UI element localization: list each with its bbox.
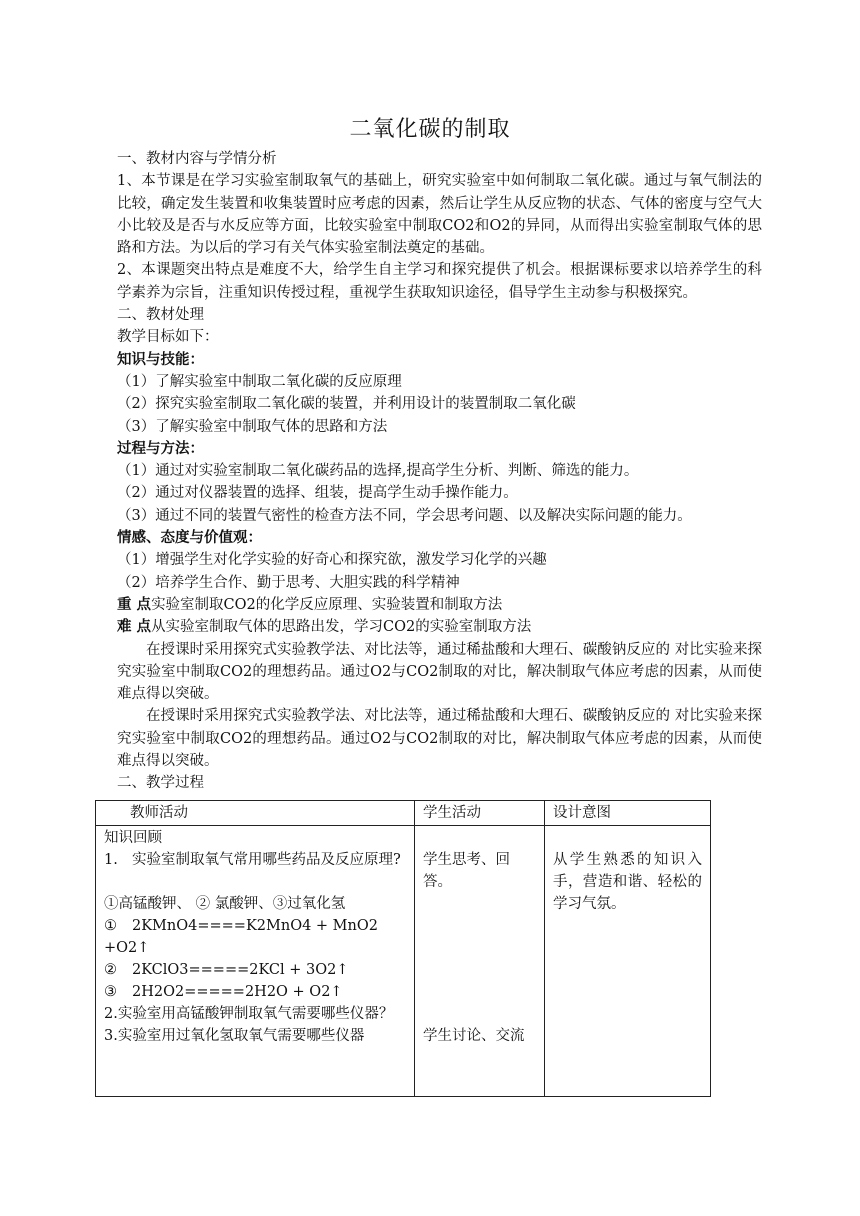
paragraph: 教学目标如下： [117,329,219,346]
subheading: 情感、态度与价值观： [117,529,262,547]
paragraph: 在授课时采用探究式实验教学法、对比法等，通过稀盐酸和大理石、碳酸钠反应的 对比实验来探究实验室中制取CO2的理想药品。通过O2与CO2制取的对比，解决制取气体应考虑的因素，从而使难点得以突破。 [117,641,762,703]
list-item: （2）探究实验室制取二氧化碳的装置，并利用设计的装置制取二氧化碳 [117,396,576,413]
question-2: 2.实验室用高锰酸钾制取氧气需要哪些仪器？ [104,1006,394,1022]
key-point-label: 重 点 [117,595,152,613]
list-item: （3）了解实验室中制取气体的思路和方法 [117,418,388,435]
section-heading: 一、教材内容与学情分析 [117,151,277,167]
teaching-process-table [95,800,711,1097]
list-item: （2）培养学生合作、勤于思考、大胆实践的科学精神 [117,574,460,591]
header-student: 学生活动 [415,801,545,826]
student-answer-1: 学生思考、回答。 [423,852,510,890]
list-item: （1）了解实验室中制取二氧化碳的反应原理 [117,373,402,390]
subheading: 知识与技能： [117,350,204,368]
design-intent-cell [545,826,711,1097]
list-item: （1）增强学生对化学实验的好奇心和探究欲，激发学习化学的兴趣 [117,552,547,569]
paragraph: 2、本课题突出特点是难度不大，给学生自主学习和探究提供了机会。根据课标要求以培养学生的科学素养为宗旨，注重知识传授过程，重视学生获取知识途径，倡导学生主动参与积极探究。 [117,262,762,301]
difficulty-point [117,616,762,638]
list-item: （1）通过对实验室制取二氧化碳药品的选择,提高学生分析、判断、筛选的能力。 [117,463,639,480]
header-intent: 设计意图 [545,801,711,826]
key-point-text: 实验室制取CO2的化学反应原理、实验装置和制取方法 [151,596,503,613]
list-item: （3）通过不同的装置气密性的检查方法不同，学会思考问题、以及解决实际问题的能力。 [117,507,692,524]
paragraph: 1、本节课是在学习实验室制取氧气的基础上，研究实验室中如何制取二氧化碳。通过与氧气制法的比较，确定发生装置和收集装置时应考虑的因素，然后让学生从反应物的状态、气体的密度与空气大小比较及是否与水反应等方面，比较实验室中制取CO2和O2的异同，从而得出实验室制取气体的思路和方法。为以后的学习有关气体实验室制法奠定的基础。 [117,173,762,257]
student-answer-2: 学生讨论、交流 [423,1028,525,1044]
subheading: 过程与方法： [117,439,204,457]
difficulty-label: 难 点 [117,618,152,636]
question-3: 3.实验室用过氧化氢取氧气需要哪些仪器 [104,1028,365,1044]
equation-1: ① 2KMnO4====K2MnO4 + MnO2 +O2↑ [104,918,378,956]
table-header-row [96,801,711,826]
equation-2: ② 2KClO3=====2KCl + 3O2↑ [104,962,349,978]
teacher-activity-cell [96,826,415,1097]
paragraph: 在授课时采用探究式实验教学法、对比法等，通过稀盐酸和大理石、碳酸钠反应的 对比实验来探究实验室中制取CO2的理想药品。通过O2与CO2制取的对比，解决制取气体应考虑的因素，从而使难点得以突破。 [117,708,762,770]
document-body [117,148,762,795]
list-item: （2）通过对仪器装置的选择、组装，提高学生动手操作能力。 [117,485,518,502]
design-intent-text: 从学生熟悉的知识入手，营造和谐、轻松的学习气氛。 [553,852,702,912]
equation-3: ③ 2H2O2=====2H2O + O2↑ [104,984,343,1000]
header-teacher: 教师活动 [96,801,415,826]
reagents-line: ①高锰酸钾、 ② 氯酸钾、③过氧化氢 [104,896,346,912]
section-heading: 二、教学过程 [117,775,204,792]
review-label: 知识回顾 [104,830,162,846]
question-1: 1. 实验室制取氧气常用哪些药品及反应原理? [104,852,401,868]
student-activity-cell [415,826,545,1097]
table-row [96,826,711,1097]
section-heading: 二、教材处理 [117,307,204,324]
difficulty-text: 从实验室制取气体的思路出发，学习CO2的实验室制取方法 [151,619,532,636]
key-point [117,594,762,616]
page-title: 二氧化碳的制取 [349,117,511,142]
